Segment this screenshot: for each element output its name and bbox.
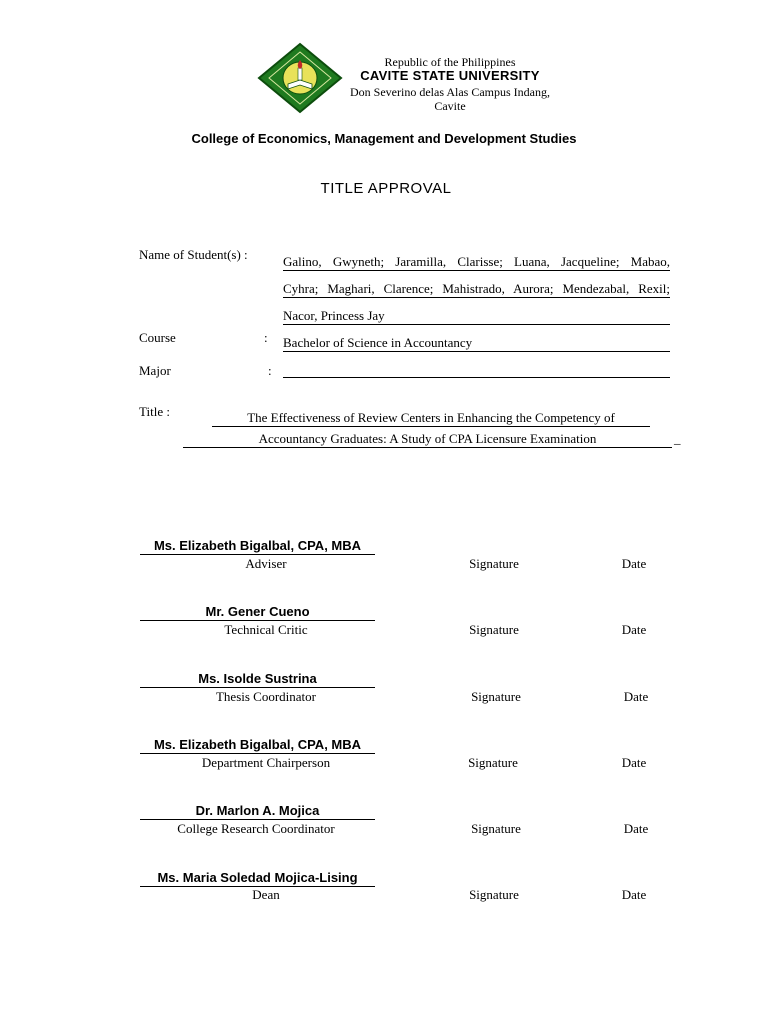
approver-name: Ms. Maria Soledad Mojica-Lising	[140, 870, 375, 887]
college-name: College of Economics, Management and Development Studies	[191, 131, 577, 146]
students-line-2: Cyhra; Maghari, Clarence; Mahistrado, Aurora; Mendezabal, Rexil;	[283, 281, 670, 296]
course-colon: :	[264, 330, 268, 345]
city-line: Cavite	[434, 99, 466, 113]
date-label: Date	[621, 556, 647, 571]
course-label: Course	[139, 330, 176, 345]
signature-label: Signature	[471, 821, 521, 836]
approver-role: Technical Critic	[224, 622, 308, 637]
date-label: Date	[621, 622, 647, 637]
students-label: Name of Student(s) :	[139, 247, 248, 262]
thesis-title-line-1: The Effectiveness of Review Centers in Enhancing the Competency of	[212, 410, 650, 427]
signature-label: Signature	[469, 887, 519, 902]
approver-role: Department Chairperson	[201, 755, 331, 770]
thesis-title-tail: _	[674, 431, 681, 446]
date-label: Date	[623, 689, 649, 704]
signature-label: Signature	[471, 689, 521, 704]
approver-role: Thesis Coordinator	[215, 689, 316, 704]
major-colon: :	[268, 363, 272, 378]
title-label: Title :	[139, 404, 170, 419]
date-label: Date	[621, 887, 647, 902]
major-label: Major	[139, 363, 171, 378]
approver-name: Dr. Marlon A. Mojica	[140, 803, 375, 820]
approver-role: Dean	[252, 887, 280, 902]
campus-line: Don Severino delas Alas Campus Indang,	[350, 85, 550, 99]
major-value	[283, 361, 670, 378]
signature-label: Signature	[469, 556, 519, 571]
approver-role: Adviser	[245, 556, 287, 571]
students-line-3: Nacor, Princess Jay	[283, 308, 670, 325]
date-label: Date	[623, 821, 649, 836]
approver-name: Mr. Gener Cueno	[140, 604, 375, 621]
students-line-1: Galino, Gwyneth; Jaramilla, Clarisse; Luana, Jacqueline; Mabao,	[283, 254, 670, 269]
republic-line: Republic of the Philippines	[384, 55, 516, 69]
approver-name: Ms. Elizabeth Bigalbal, CPA, MBA	[140, 538, 375, 555]
approver-name: Ms. Elizabeth Bigalbal, CPA, MBA	[140, 737, 375, 754]
signature-label: Signature	[468, 755, 518, 770]
approver-name: Ms. Isolde Sustrina	[140, 671, 375, 688]
thesis-title-line-2: Accountancy Graduates: A Study of CPA Licensure Examination	[183, 431, 672, 448]
document-title: TITLE APPROVAL	[320, 180, 452, 197]
signature-label: Signature	[469, 622, 519, 637]
date-label: Date	[621, 755, 647, 770]
course-value: Bachelor of Science in Accountancy	[283, 335, 670, 352]
university-name: CAVITE STATE UNIVERSITY	[360, 68, 540, 83]
approver-role: College Research Coordinator	[177, 821, 335, 836]
